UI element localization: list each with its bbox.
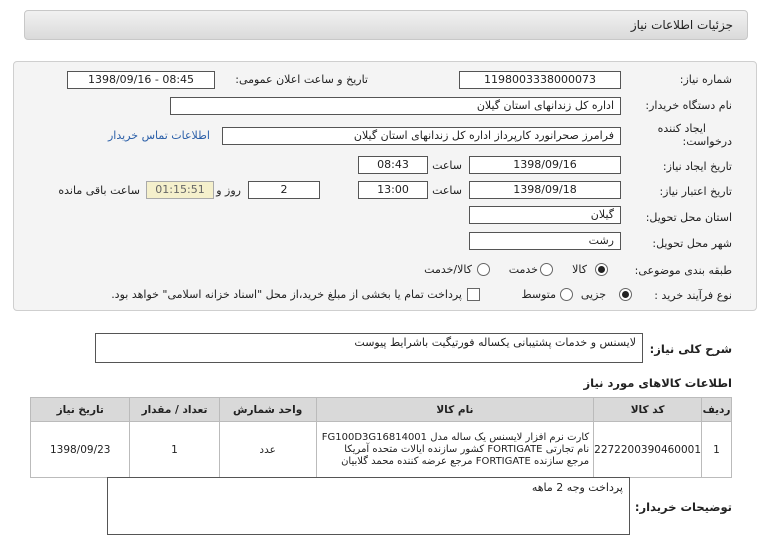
remaining-label: ساعت باقی مانده	[58, 184, 140, 197]
description-field[interactable]	[95, 333, 643, 363]
description-text: لایسنس و خدمات پشتیبانی یکساله فورتیگیت باشرایط پیوست	[354, 336, 636, 349]
item-name-line-2: نام تجارتی FORTIGATE کشور سازنده ایالات متحده آمریکا	[344, 443, 590, 455]
cell-qty: 1	[130, 422, 219, 478]
remaining-time-field: 01:15:51	[146, 181, 214, 199]
validity-date-field[interactable]: 1398/09/18	[469, 181, 621, 199]
col-date: تاریخ نیاز	[31, 398, 130, 422]
process-label: نوع فرآیند خرید :	[654, 289, 732, 302]
category-service-label: خدمت	[508, 263, 538, 276]
buyer-notes-field[interactable]	[107, 477, 630, 535]
col-qty: تعداد / مقدار	[130, 398, 219, 422]
category-both-radio[interactable]	[477, 263, 490, 276]
cell-name	[316, 422, 593, 478]
created-time-field[interactable]: 08:43	[358, 156, 428, 174]
col-row: ردیف	[702, 398, 732, 422]
created-date-label: تاریخ ایجاد نیاز:	[662, 160, 732, 173]
col-code: کد کالا	[594, 398, 702, 422]
items-section-title: اطلاعات کالاهای مورد نیاز	[583, 376, 732, 390]
validity-time-field[interactable]: 13:00	[358, 181, 428, 199]
process-minor-label: جزیی	[580, 288, 606, 301]
category-goods-label: کالا	[572, 263, 587, 276]
announce-field[interactable]: 1398/09/16 - 08:45	[67, 71, 215, 89]
days-label: روز و	[216, 184, 241, 197]
validity-date-label: تاریخ اعتبار نیاز:	[659, 185, 732, 198]
city-field[interactable]: رشت	[469, 232, 621, 250]
created-date-field[interactable]: 1398/09/16	[469, 156, 621, 174]
buyer-notes-label: توضیحات خریدار:	[634, 500, 732, 514]
creator-label: ایجاد کننده	[657, 122, 706, 135]
cell-row: 1	[702, 422, 732, 478]
buyer-notes-text: پرداخت وجه 2 ماهه	[531, 481, 623, 494]
item-name-line-3: مرجع سازنده FORTIGATE مرجع عرضه کننده محمد گلابیان	[341, 455, 590, 467]
item-name-line-1: کارت نرم افزار لایسنس یک ساله مدل FG100D3G16814001	[321, 431, 590, 443]
days-field[interactable]: 2	[248, 181, 320, 199]
city-label: شهر محل تحویل:	[652, 237, 732, 250]
buyer-org-field[interactable]: اداره کل زندانهای استان گیلان	[170, 97, 621, 115]
treasury-checkbox[interactable]	[467, 288, 480, 301]
process-medium-radio[interactable]	[560, 288, 573, 301]
process-minor-radio[interactable]	[619, 288, 632, 301]
description-label: شرح کلی نیاز:	[649, 342, 732, 356]
creator-label-2: درخواست:	[682, 135, 732, 148]
page-header	[24, 10, 748, 40]
process-medium-label: متوسط	[521, 288, 556, 301]
col-name: نام کالا	[316, 398, 593, 422]
creator-field[interactable]: فرامرز صحرانورد کارپرداز اداره کل زندانهای استان گیلان	[222, 127, 621, 145]
items-table	[30, 397, 732, 478]
need-number-field[interactable]: 1198003338000073	[459, 71, 621, 89]
items-header-row	[31, 398, 732, 422]
province-label: استان محل تحویل:	[645, 211, 732, 224]
cell-code: 2272200390460001	[594, 422, 702, 478]
buyer-org-label: نام دستگاه خریدار:	[645, 99, 732, 112]
table-row[interactable]	[31, 422, 732, 478]
contact-buyer-link[interactable]: اطلاعات تماس خریدار	[108, 129, 210, 142]
category-goods-radio[interactable]	[595, 263, 608, 276]
province-field[interactable]: گیلان	[469, 206, 621, 224]
need-number-label: شماره نیاز:	[679, 73, 732, 86]
col-unit: واحد شمارش	[219, 398, 316, 422]
cell-date: 1398/09/23	[31, 422, 130, 478]
page-title: جزئیات اطلاعات نیاز	[630, 18, 733, 32]
category-both-label: کالا/خدمت	[424, 263, 472, 276]
category-label: طبقه بندی موضوعی:	[634, 264, 732, 277]
validity-time-label: ساعت	[432, 184, 462, 197]
category-service-radio[interactable]	[540, 263, 553, 276]
created-time-label: ساعت	[432, 159, 462, 172]
cell-unit: عدد	[219, 422, 316, 478]
announce-label: تاریخ و ساعت اعلان عمومی:	[235, 73, 368, 86]
treasury-note: پرداخت تمام یا بخشی از مبلغ خرید،از محل "اسناد خزانه اسلامی" خواهد بود.	[111, 288, 462, 301]
